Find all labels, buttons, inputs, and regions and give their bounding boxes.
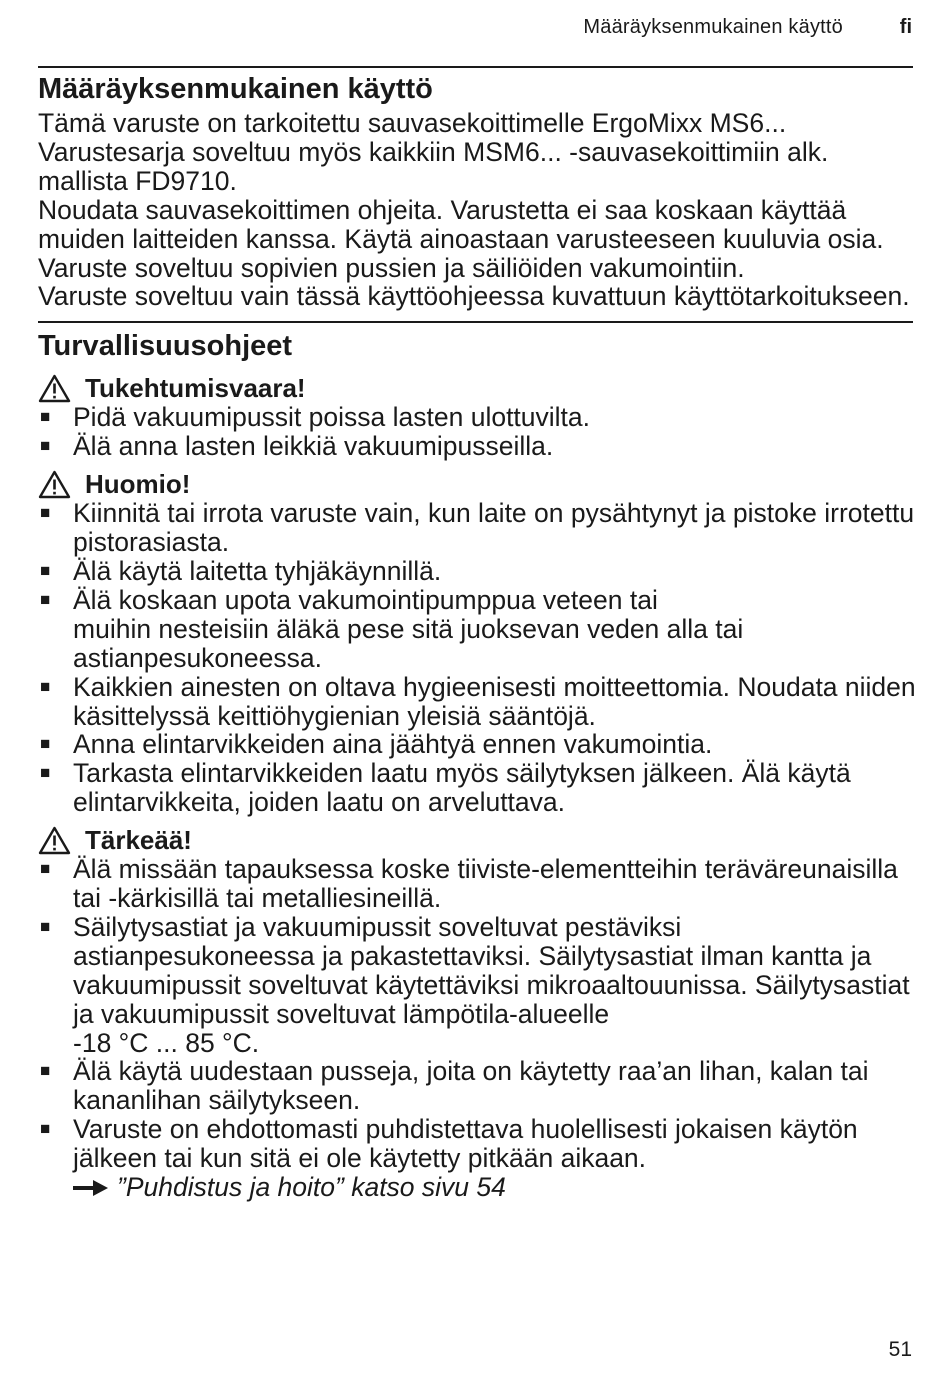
intended-use-paragraph-1: Tämä varuste on tarkoitettu sauvasekoittimelle ErgoMixx MS6... Varustesarja soveltuu myös kaikkiin MSM6... -sauvasekoittimiin alk. mallista FD9710. <box>38 108 829 196</box>
header-divider <box>38 66 913 68</box>
important-list <box>38 855 918 1202</box>
bullet-square-icon: ■ <box>40 734 51 754</box>
list-item: ■ Kaikkien ainesten on oltava hygieenisesti moitteettomia. Noudata niiden käsittelyssä keittiöhygienian yleisiä sääntöjä. <box>40 671 916 731</box>
safety-section <box>38 329 918 1202</box>
page-content <box>38 72 918 1202</box>
warning-caution <box>38 469 918 499</box>
warning-important <box>38 825 918 855</box>
warning-triangle-icon <box>38 470 71 499</box>
warning-title: Huomio! <box>85 469 191 500</box>
warning-choking <box>38 373 918 403</box>
bullet-square-icon: ■ <box>40 436 51 456</box>
language-code: fi <box>899 16 912 38</box>
list-item: ■ Älä käytä laitetta tyhjäkäynnillä. <box>40 555 442 586</box>
warning-triangle-icon <box>38 374 71 403</box>
cross-reference-text: ”Puhdistus ja hoito” katso sivu 54 <box>117 1172 506 1203</box>
page-number: 51 <box>888 1338 912 1361</box>
bullet-square-icon: ■ <box>40 560 51 580</box>
caution-list <box>38 499 918 817</box>
list-item: ■ Älä käytä uudestaan pusseja, joita on käytetty raa’an lihan, kalan tai kananlihan säilytykseen. <box>40 1056 869 1116</box>
list-item: ■ Älä missään tapauksessa koske tiiviste-elementteihin teräväreunaisilla tai -kärkisillä tai metalliesineillä. <box>40 854 898 914</box>
list-item <box>38 1115 918 1202</box>
bullet-square-icon: ■ <box>40 1061 51 1081</box>
bullet-square-icon: ■ <box>40 676 51 696</box>
list-item: ■ Tarkasta elintarvikkeiden laatu myös säilytyksen jälkeen. Älä käytä elintarvikkeita, joiden laatu on arveluttava. <box>40 758 851 818</box>
choking-list <box>38 403 918 461</box>
intended-use-paragraph-2: Noudata sauvasekoittimen ohjeita. Varustetta ei saa koskaan käyttää muiden laitteiden kanssa. Käytä ainoastaan varusteeseen kuuluvia osia. Varuste soveltuu sopivien pussien ja säiliöiden vakumointiin. <box>38 194 884 283</box>
cleaning-instruction: Varuste on ehdottomasti puhdistettava huolellisesti jokaisen käytön jälkeen tai kun sitä ei ole käytetty pitkään aikaan. <box>73 1114 858 1174</box>
safety-heading: Turvallisuusohjeet <box>38 330 293 363</box>
arrow-right-icon <box>73 1179 109 1197</box>
warning-title: Tärkeää! <box>85 825 192 856</box>
intended-use-paragraph-3: Varuste soveltuu vain tässä käyttöohjeessa kuvattuun käyttötarkoitukseen. <box>38 281 910 312</box>
section-divider <box>38 321 913 323</box>
list-item: ■ Säilytysastiat ja vakuumipussit soveltuvat pestäviksi astianpesukoneessa ja pakastettaviksi. Säilytysastiat ilman kantta ja vakuumipussit soveltuvat käytettäviksi mikroaaltouunissa. Säilytysastiat ja vakuumipussit soveltuvat lämpötila-alueelle -18 °C ... 85 °C. <box>40 911 910 1058</box>
bullet-square-icon: ■ <box>40 503 51 523</box>
intended-use-heading: Määräyksenmukainen käyttö <box>38 73 433 105</box>
bullet-square-icon: ■ <box>40 763 51 783</box>
list-item: ■ Älä anna lasten leikkiä vakuumipusseilla. <box>40 431 554 462</box>
running-header-title: Määräyksenmukainen käyttö <box>583 16 843 38</box>
bullet-square-icon: ■ <box>40 589 51 609</box>
bullet-square-icon: ■ <box>40 916 51 936</box>
intended-use-section <box>38 72 918 311</box>
list-item: ■ Älä koskaan upota vakumointipumppua veteen tai muihin nesteisiin äläkä pese sitä juoksevan veden alla tai astianpesukoneessa. <box>40 584 744 673</box>
bullet-square-icon: ■ <box>40 407 51 427</box>
bullet-square-icon: ■ <box>40 1119 51 1139</box>
list-item: ■ Anna elintarvikkeiden aina jäähtyä ennen vakumointia. <box>40 729 713 760</box>
warning-title: Tukehtumisvaara! <box>85 373 306 404</box>
warning-triangle-icon <box>38 826 71 855</box>
cross-reference-link[interactable] <box>73 1173 918 1202</box>
list-item: ■ Kiinnitä tai irrota varuste vain, kun laite on pysähtynyt ja pistoke irrotettu pistorasiasta. <box>40 498 915 558</box>
list-item: ■ Pidä vakuumipussit poissa lasten ulottuvilta. <box>40 402 591 433</box>
bullet-square-icon: ■ <box>40 859 51 879</box>
